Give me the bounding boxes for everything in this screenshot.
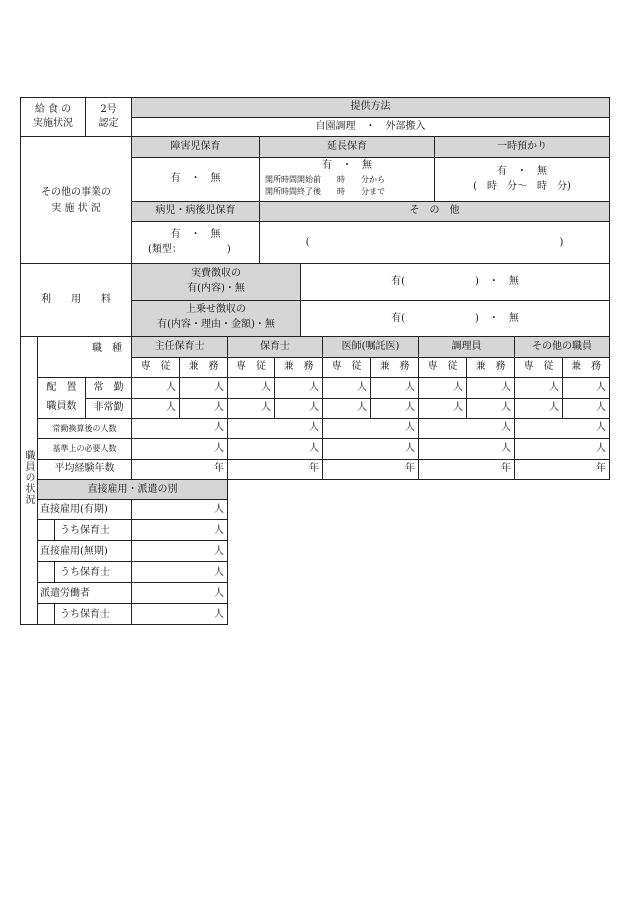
temporary-care-value: 有 ・ 無 (497, 166, 547, 177)
other-services-label-line1: その他の事業の (41, 187, 111, 198)
regular-label: 常 勤 (93, 382, 124, 393)
fulltime-subheader: 専 従 (523, 361, 554, 372)
meal-no2-line1: 2号 (100, 104, 117, 115)
provision-value: 自園調理 ・ 外部搬入 (315, 121, 426, 132)
parttime-subheader: 兼 務 (379, 361, 410, 372)
childcare-worker-label: うち保育士 (60, 525, 110, 536)
unit-person: 人 (214, 525, 224, 536)
unit-person: 人 (596, 443, 606, 454)
disabled-care-value: 有 ・ 無 (170, 173, 221, 184)
unit-year: 年 (596, 463, 606, 474)
unit-person: 人 (309, 422, 319, 433)
fulltime-subheader: 専 従 (236, 361, 266, 372)
indent-cell (37, 603, 55, 625)
unit-person: 人 (214, 382, 224, 393)
position-header: 医師(嘱託医) (341, 341, 400, 352)
unit-person: 人 (214, 504, 224, 515)
fulltime-subheader: 専 従 (140, 361, 171, 372)
direct-permanent-label: 直接雇用(無期) (40, 546, 108, 557)
employment-header: 直接雇用・派遣の別 (87, 484, 178, 495)
unit-person: 人 (501, 382, 511, 393)
unit-person: 人 (214, 402, 224, 413)
unit-person: 人 (166, 402, 176, 413)
parttime-subheader: 兼 務 (475, 361, 506, 372)
unit-person: 人 (214, 443, 224, 454)
placement-line1: 配 置 (46, 382, 77, 393)
indent-cell (37, 519, 55, 541)
sick-child-type: (類型： ) (148, 244, 231, 255)
unit-person: 人 (214, 588, 224, 599)
required-label: 基準上の必要人数 (52, 444, 117, 453)
fulltime-subheader: 専 従 (427, 361, 458, 372)
sick-child-value: 有 ・ 無 (170, 229, 221, 240)
unit-person: 人 (501, 402, 511, 413)
unit-person: 人 (405, 402, 415, 413)
fees-label: 利 用 料 (41, 294, 111, 305)
sick-child-header: 病児・病後児保育 (155, 205, 236, 216)
unit-person: 人 (357, 382, 367, 393)
provision-header: 提供方法 (350, 101, 391, 112)
unit-person: 人 (549, 402, 559, 413)
position-header: その他の職員 (532, 341, 592, 352)
temporary-care-time: ( 時 分～ 時 分) (473, 181, 571, 192)
extended-care-after: 開所時間終了後 時 分まで (265, 187, 385, 196)
temporary-care-value-cell (434, 157, 610, 202)
unit-year: 年 (501, 463, 511, 474)
actual-cost-line2: 有(内容)・無 (187, 283, 245, 294)
extra-fee-value: 有( ) ・ 無 (391, 313, 519, 324)
unit-person: 人 (453, 402, 463, 413)
childcare-worker-label: うち保育士 (60, 609, 110, 620)
childcare-worker-label: うち保育士 (60, 567, 110, 578)
unit-person: 人 (357, 402, 367, 413)
disabled-care-header: 障害児保育 (170, 141, 221, 152)
unit-person: 人 (405, 382, 415, 393)
unit-person: 人 (549, 382, 559, 393)
unit-year: 年 (309, 463, 319, 474)
extended-care-before: 開所時間開始前 時 分から (265, 175, 385, 184)
unit-person: 人 (596, 402, 606, 413)
unit-person: 人 (261, 402, 271, 413)
unit-person: 人 (596, 382, 606, 393)
unit-person: 人 (166, 382, 176, 393)
unit-person: 人 (309, 402, 319, 413)
unit-person: 人 (214, 422, 224, 433)
unit-person: 人 (405, 443, 415, 454)
dispatched-label: 派遣労働者 (40, 588, 90, 599)
fulltime-subheader: 専 従 (331, 361, 362, 372)
unit-person: 人 (261, 382, 271, 393)
unit-year: 年 (214, 463, 224, 474)
direct-fixed-label: 直接雇用(有期) (40, 504, 108, 515)
unit-person: 人 (405, 422, 415, 433)
job-type-label: 職 種 (92, 343, 122, 354)
extra-fee-line2: 有(内容・理由・金額)・無 (157, 319, 275, 330)
other-services-label-cell (20, 136, 132, 264)
meal-no2-cell (85, 97, 132, 137)
placement-line2: 職員数 (46, 401, 77, 412)
meal-no2-line2: 認定 (98, 118, 119, 129)
indent-cell (37, 561, 55, 583)
other-services-label-line2: 実 施 状 況 (51, 203, 101, 214)
sick-child-value-cell (131, 221, 260, 264)
unit-person: 人 (596, 422, 606, 433)
unit-person: 人 (453, 382, 463, 393)
staff-section-label: 職員の状況 (23, 450, 34, 505)
unit-person: 人 (501, 443, 511, 454)
other-header: そ の 他 (409, 205, 460, 216)
unit-person: 人 (501, 422, 511, 433)
position-header: 保育士 (260, 341, 290, 352)
unit-year: 年 (405, 463, 415, 474)
position-header: 主任保育士 (154, 341, 205, 352)
actual-cost-value: 有( ) ・ 無 (391, 276, 519, 287)
parttime-subheader: 兼 務 (188, 361, 219, 372)
converted-label: 常勤換算後の人数 (52, 424, 117, 433)
parttime-subheader: 兼 務 (571, 361, 601, 372)
meal-label-line1: 給 食 の (34, 104, 72, 115)
meal-label-cell (20, 97, 86, 137)
temporary-care-header: 一時預かり (497, 141, 547, 152)
unit-person: 人 (214, 546, 224, 557)
position-header: 調理員 (451, 341, 482, 352)
extra-fee-line1: 上乗せ徴収の (186, 304, 246, 315)
meal-label-line2: 実施状況 (33, 118, 73, 129)
unit-person: 人 (214, 567, 224, 578)
unit-person: 人 (214, 609, 224, 620)
avg-years-label: 平均経験年数 (54, 463, 115, 474)
parttime-subheader: 兼 務 (283, 361, 314, 372)
unit-person: 人 (309, 382, 319, 393)
nonregular-label: 非常勤 (93, 402, 124, 413)
extended-care-header: 延長保育 (327, 141, 367, 152)
actual-cost-line1: 実費徴収の (191, 268, 241, 279)
other-value: ( ) (305, 237, 564, 248)
unit-person: 人 (309, 443, 319, 454)
extended-care-value: 有 ・ 無 (322, 160, 372, 171)
